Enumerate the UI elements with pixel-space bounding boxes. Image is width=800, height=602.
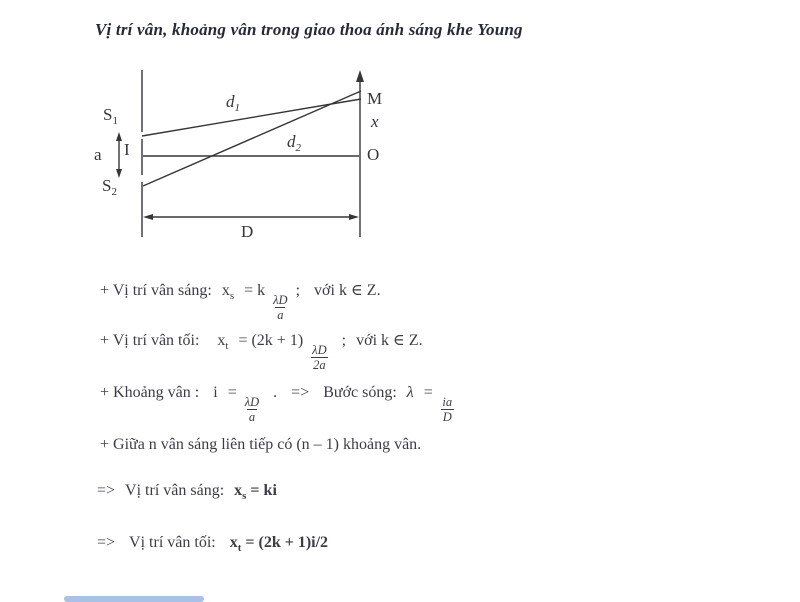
- bold-formula: $x_t = (2k + 1)i/2$: [229, 534, 329, 554]
- note-text: + Giữa n vân sáng liên tiếp có (n – 1) khoảng vân.: [100, 436, 422, 453]
- lead-text: + Vị trí vân sáng:: [100, 282, 212, 299]
- ray-d1: [142, 99, 361, 136]
- equation-mid: = (2k + 1): [238, 332, 304, 349]
- equals: =: [227, 384, 237, 401]
- label-o: O: [367, 145, 380, 164]
- lead-text: + Khoảng vân :: [100, 384, 200, 401]
- label-m: M: [367, 89, 383, 108]
- formula-bright-fringe-ki: [97, 476, 277, 511]
- d-arrowhead-right: [349, 214, 359, 220]
- note-n-fringes: [100, 430, 421, 460]
- implies-arrow: =>: [97, 482, 116, 499]
- condition-note: với k ∈ Z.: [356, 332, 423, 349]
- formula-fringe-spacing: [100, 378, 458, 425]
- bold-formula: $x_s$ = ki: [234, 482, 277, 502]
- implies-arrow: =>: [97, 534, 116, 551]
- screen-arrowhead-up: [356, 70, 364, 82]
- label-d: D: [241, 222, 254, 241]
- label-a: a: [94, 145, 102, 164]
- label-d1: $d_1$: [226, 92, 240, 114]
- label-d2: $d_2$: [287, 132, 301, 154]
- fraction-lambdaD-a: $\frac{\lambda D}{a}$: [244, 395, 260, 425]
- equals: =: [423, 384, 433, 401]
- lead-text: + Vị trí vân tối:: [100, 332, 200, 349]
- label-s1: $S_1$: [103, 105, 118, 127]
- condition-note: với k ∈ Z.: [314, 282, 381, 299]
- wavelength-label: Bước sóng:: [323, 384, 397, 401]
- label-text: Vị trí vân tối:: [129, 534, 216, 551]
- variable: $x_t$: [217, 332, 229, 352]
- label-s2: $S_2$: [102, 176, 117, 198]
- bottom-scroll-indicator: [64, 596, 204, 602]
- period: .: [273, 384, 278, 401]
- fraction-lambdaD-2a: $\frac{\lambda D}{2a}$: [312, 343, 327, 373]
- formula-dark-fringe-position: [100, 326, 423, 373]
- variable-i: i: [213, 384, 218, 401]
- ray-d2: [143, 91, 361, 186]
- fraction-ia-D: $\frac{ia}{D}$: [442, 395, 453, 425]
- label-x: x: [371, 112, 379, 131]
- variable: $x_s$: [221, 282, 235, 302]
- implies-arrow: =>: [291, 384, 310, 401]
- d-arrowhead-left: [143, 214, 153, 220]
- lambda-symbol: λ: [406, 384, 414, 401]
- a-arrowhead-up: [116, 132, 122, 141]
- formula-bright-fringe-position: [100, 276, 381, 323]
- semicolon: ;: [341, 332, 347, 349]
- semicolon: ;: [295, 282, 301, 299]
- equation-mid: = k: [244, 282, 266, 299]
- formula-dark-fringe-i2: [97, 528, 328, 563]
- label-text: Vị trí vân sáng:: [125, 482, 225, 499]
- fraction-lambdaD-a: $\frac{\lambda D}{a}$: [273, 293, 288, 323]
- page-title: Vị trí vân, khoảng vân trong giao thoa ánh sáng khe Young: [95, 20, 523, 39]
- label-i: I: [124, 140, 130, 159]
